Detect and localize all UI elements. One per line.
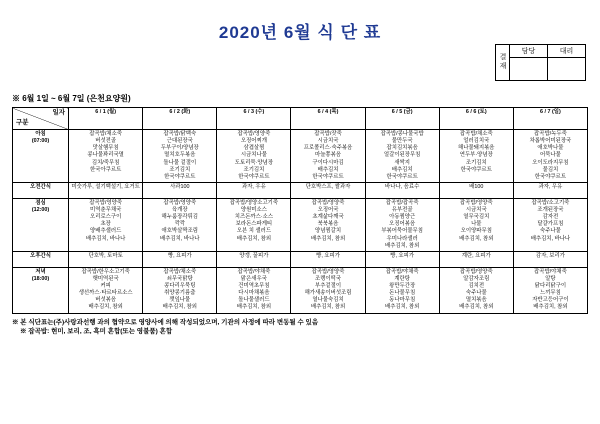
menu-cell-r3-c0 [69,251,143,267]
menu-item: 배추김치, 참외 [459,235,494,242]
menu-item: 잡곡밥/야채죽 [237,268,271,275]
menu-cell-r3-c3 [291,251,365,267]
menu-item: 알감자조림 [463,275,490,282]
menu-cell-r0-c4 [365,130,439,183]
menu-cell-r0-c6 [513,130,587,183]
menu-item: 시금치나물 [240,152,267,159]
menu-item: 돈나물무침 [389,290,416,297]
menu-cell-r3-c1 [143,251,217,267]
menu-item: 어묵나물 [540,152,561,159]
menu-cell-r1-c6 [513,182,587,198]
menu-cell-r2-c5 [439,198,513,251]
menu-item: 버섯볶음 [95,297,117,304]
menu-item: 배추김치, 참외 [162,304,197,311]
approval-side-label: 결재 [496,45,510,81]
menu-item: 물만두국 [391,138,413,145]
menu-item: 초계삶다깨국 [312,214,344,221]
menu-item: 오븐 치 샐러드 [236,228,272,235]
menu-item: 멸치볶음 [465,297,487,304]
menu-cell-r4-c5 [439,267,513,313]
menu-table [12,107,588,314]
approval-sign-0[interactable] [510,58,548,81]
menu-item: 멸치호두볶음 [164,152,196,159]
menu-item: 한국야쿠르트 [238,173,270,180]
menu-item: 구이다시마김 [312,159,344,166]
menu-item: 양원미소스 [240,207,267,213]
menu-item: 돌나물 겉절이 [163,159,197,166]
menu-cell-r2-c3 [291,198,365,251]
approval-box [495,44,586,81]
menu-item: 자반고등어구이 [532,297,569,304]
menu-item: 숙주나물 [540,228,561,235]
menu-item: 숙주나물 [465,290,487,297]
table-header-row [13,108,588,130]
menu-item: 잡곡밥/잣죽 [314,131,342,137]
menu-item: 초장 [100,221,111,228]
menu-item: 배추김치, 바나나 [530,235,571,242]
menu-item: 육개장 [171,207,188,213]
menu-cell-r4-c1 [143,267,217,313]
menu-cell-r2-c2 [217,198,291,251]
menu-item: 도토리묵·양념장 [234,159,274,166]
menu-item: 배추김치, 참외 [533,304,568,311]
menu-cell-r1-c5 [439,182,513,198]
menu-item: 물김치 [542,166,559,173]
footnote-2: ※ 잡곡밥: 현미, 보리, 조, 흑미 혼합(또는 영불품) 혼합 [20,328,173,336]
menu-item: 부볶어묵어물무침 [381,228,423,235]
corner-category-label: 구분 [16,119,29,127]
menu-item: 새싹지 [394,159,410,166]
menu-item: 과자, 우유 [241,183,266,190]
table-row [13,267,588,313]
menu-item: 배추김치, 참외 [385,304,420,311]
menu-item: 계란탕 [394,275,410,282]
menu-item: 배추김치, 참외 [459,304,494,311]
menu-item: 잡곡밥/녹두죽 [534,131,567,137]
menu-cell-r3-c2 [217,251,291,267]
menu-item: 오이양파무침 [460,228,492,235]
menu-item: 미숫가루, 설기백설기, 요거트 [71,183,140,190]
menu-item: 한국야쿠르트 [386,173,418,180]
menu-item: 배추김치 [391,166,413,173]
menu-item: 잡곡밥/영양죽 [459,268,493,275]
row-category-time-0: (07:00) [31,138,50,145]
menu-item: 생선까스·타르타르소스 [78,290,133,297]
menu-item: 오리로스구이 [90,214,122,221]
menu-item: 맑은새우국 [240,275,267,282]
row-category-3: 오후간식 [13,251,69,267]
menu-cell-r0-c1 [143,130,217,183]
menu-item: 배추김치, 참외 [310,304,346,311]
menu-item: 보라돈스파게티 [235,221,273,228]
row-category-0: 아침 (07:00) [13,130,69,183]
row-category-1: 오전간식 [13,182,69,198]
menu-item: 감자전 [542,214,559,221]
menu-item: 돌나물샐러드 [238,297,270,304]
menu-cell-r3-c5 [439,251,513,267]
menu-item: 잡곡밥/영양죽 [237,131,271,137]
menu-item: 계란, 요피가 [461,252,491,259]
menu-cell-r4-c2 [217,267,291,313]
menu-item: 해나물돼지볶음 [458,145,495,152]
menu-item: 왕만두간장 [389,283,416,289]
menu-item: 배추김치, 바나나 [85,235,126,242]
menu-item: 잡곡밥/야채죽 [385,268,419,275]
day-header-0: 6 / 1 (월) [69,108,143,130]
menu-item: 한국야쿠르트 [164,173,196,180]
menu-cell-r2-c6 [513,198,587,251]
menu-item: 마늘쫑볶음 [315,152,342,159]
menu-item: 우미나라샐러 [386,235,418,242]
menu-item: 느끼무침 [540,290,561,297]
menu-item: 잡곡밥/영양소고기죽 [229,199,279,206]
day-header-2: 6 / 3 (수) [217,108,291,130]
day-header-6: 6 / 7 (일) [513,108,587,130]
menu-cell-r0-c0 [69,130,143,183]
menu-item: 감자, 보리가 [535,252,565,259]
menu-item: 알탕 [545,275,556,282]
menu-item: 잡곡밥/채소죽 [163,268,197,275]
menu-item: 오징어찌개 [240,138,267,145]
menu-cell-r0-c3 [291,130,365,183]
menu-item: 해누룸장각튀김 [161,214,198,221]
menu-item: 잡곡밥/채소죽 [89,131,123,137]
menu-cell-r1-c1 [143,182,217,198]
menu-item: 콩다리우묵팅 [164,283,196,289]
day-header-1: 6 / 2 (화) [143,108,217,130]
table-row [13,198,588,251]
day-header-3: 6 / 4 (목) [291,108,365,130]
menu-item: 잡곡밥/소고기죽 [531,199,570,206]
period-note: ※ 6월 1일 ~ 6월 7일 (은천요양원) [12,94,131,103]
menu-item: 북북볶음 [317,221,339,228]
menu-item: 잡곡밥/야채죽 [534,268,567,275]
menu-cell-r0-c2 [217,130,291,183]
menu-item: 양갱, 꿀피가 [239,252,269,259]
approval-col-1: 대리 [548,45,586,58]
menu-item: 열무국김치 [463,214,490,221]
menu-item: 빵, 요피가 [390,252,415,259]
menu-item: 건미역초무침 [238,283,270,289]
menu-item: 배추김치, 참외 [310,235,346,242]
menu-item: 얼러김치국 [463,138,490,145]
corner-header [13,108,69,130]
menu-item: 맛살햄무침 [92,145,119,152]
menu-item: 애호박살짝조림 [161,228,198,235]
menu-item: 잡치김치볶음 [386,145,418,152]
menu-item: 배추김치, 참외 [88,304,123,311]
menu-item: 애호박나물 [537,145,564,152]
approval-col-0: 담당 [510,45,548,58]
menu-item: 나물 [471,221,482,228]
menu-cell-r1-c2 [217,182,291,198]
menu-item: 김치전 [468,283,485,289]
corner-day-label: 일자 [52,109,66,116]
menu-item: 잡곡밥/닭백숙 [163,131,197,137]
menu-item: 동나마무침 [389,297,416,304]
menu-cell-r1-c0 [69,182,143,198]
menu-item: 콩나물꽈리국멸 [87,152,124,159]
menu-item: 한국아쿠르트 [90,166,122,173]
menu-item: 차롭박어미된장국 [529,138,572,145]
menu-cell-r0-c5 [439,130,513,183]
menu-item: 조기김치 [465,159,487,166]
menu-cell-r4-c0 [69,267,143,313]
menu-item: 배추김치, 참외 [385,242,420,249]
table-row [13,130,588,183]
menu-item: 배추김치 [317,166,339,173]
menu-item: 깍깍 [174,221,185,228]
footnote-1: ※ 본 식단표는(주)사랑과선행 과의 협약으로 영양사에 의해 작성되었으며, 기관의 사정에 따라 변동될 수 있음 [12,318,319,326]
menu-item: 빵, 요피가 [316,252,340,259]
menu-item: 잡곡밥/영양죽 [311,268,345,275]
menu-item: 근대된장국 [166,138,193,145]
table-row [13,251,588,267]
menu-item: 프로폴리스·숙주볶음 [303,145,353,152]
day-header-4: 6 / 5 (금) [365,108,439,130]
menu-item: 한국야쿠르트 [460,166,492,173]
menu-item: 잡곡밥/채소죽 [459,131,493,137]
menu-item: 잡곡밥/잡곡죽 [385,199,419,206]
menu-item: 조개된장국 [537,207,564,213]
menu-item: 양배추샐러드 [90,228,122,235]
row-category-2: 점심 (12:00) [13,198,69,251]
menu-item: 아동찜양근 [389,214,416,221]
menu-item: 버섯전골 [95,138,117,145]
page-title: 2020년 6월 식 단 표 [218,23,382,42]
menu-cell-r4-c6 [513,267,587,313]
menu-item: 잡곡밥/영양죽 [89,199,123,206]
menu-item: 조기김치 [169,166,191,173]
menu-item: 오이도라지무침 [532,159,569,166]
menu-item: 배100 [469,183,484,190]
menu-item: 시금치국 [465,207,487,213]
row-category-time-2: (12:00) [31,207,50,213]
menu-table-body [13,130,588,314]
menu-cell-r3-c4 [365,251,439,267]
menu-item: 쇠무국맑탕 [166,275,193,282]
menu-item: 사과100 [170,183,190,190]
menu-item: 한국야쿠르트 [312,173,344,180]
menu-item: 달걀가프침 [537,221,564,228]
menu-item: 잡곡밥/영양죽 [163,199,197,206]
menu-cell-r4-c3 [291,267,365,313]
approval-sign-1[interactable] [548,58,586,81]
menu-item: 배추김치, 바나나 [160,235,200,242]
menu-item: 열나물숙김치 [312,297,344,304]
menu-item: 잡곡밥/영양죽 [459,199,493,206]
menu-item: 치즈돈까스·소스 [234,214,274,221]
menu-item: 한국야쿠르트 [534,173,567,180]
menu-item: 얼갈이된장무침 [383,152,421,159]
menu-item: 연두부·양념장 [459,152,493,159]
footnotes [12,318,600,338]
menu-item: 배추김치, 참외 [236,304,272,311]
menu-cell-r1-c3 [291,182,365,198]
menu-cell-r1-c4 [365,182,439,198]
menu-item: 미역춘무채국 [90,207,122,213]
menu-cell-r3-c6 [513,251,587,267]
menu-item: 배추김치, 참외 [236,235,272,242]
menu-cell-r2-c1 [143,198,217,251]
menu-item: 깻잎나물 [169,297,191,304]
menu-item: 잡곡밥/한우소고기죽 [81,268,130,275]
menu-item: 과자, 우유 [538,183,563,190]
approval-table [495,44,586,81]
menu-item: 잡곡밥/콩나물국밥 [380,131,424,137]
menu-item: 다시마채볶음 [238,290,270,297]
menu-item: 닭다리닭구이 [534,283,567,289]
menu-item: 유부전골 [391,207,413,213]
menu-item: 잡곡밥/영양죽 [311,199,345,206]
menu-item: 커피 [100,283,111,289]
menu-item: 조랭이떡국 [315,275,342,282]
menu-item: 오징어국 [317,207,339,213]
menu-item: 단호박스프, 쌀과자 [305,183,351,190]
menu-item: 삼겹살찜 [243,145,265,152]
day-header-5: 6 / 6 (토) [439,108,513,130]
menu-item: 단호박, 토마토 [88,252,123,259]
menu-cell-r2-c4 [365,198,439,251]
menu-item: 양념찜갈치 [315,228,342,235]
table-row [13,182,588,198]
menu-item: 부추겉절이 [315,283,342,289]
row-category-time-4: (18:00) [31,275,50,282]
menu-cell-r4-c4 [365,267,439,313]
menu-item: 시금치국 [317,138,339,145]
menu-item: 취양콩기름춤 [164,290,196,297]
menu-item: 두부구이/양념장 [160,145,199,152]
menu-item: 해가새송이버섯조림 [304,290,352,297]
menu-cell-r2-c0 [69,198,143,251]
row-category-4: 저녁 (18:00) [13,267,69,313]
menu-item: 빵, 요피가 [167,252,192,259]
menu-item: 햇미역된국 [92,275,119,282]
menu-item: 오징어볶음 [389,221,416,228]
menu-item: 조기김치 [243,166,265,173]
menu-item: 바나나, 음료수 [385,183,420,190]
menu-item: 김치/죽무침 [91,159,120,166]
